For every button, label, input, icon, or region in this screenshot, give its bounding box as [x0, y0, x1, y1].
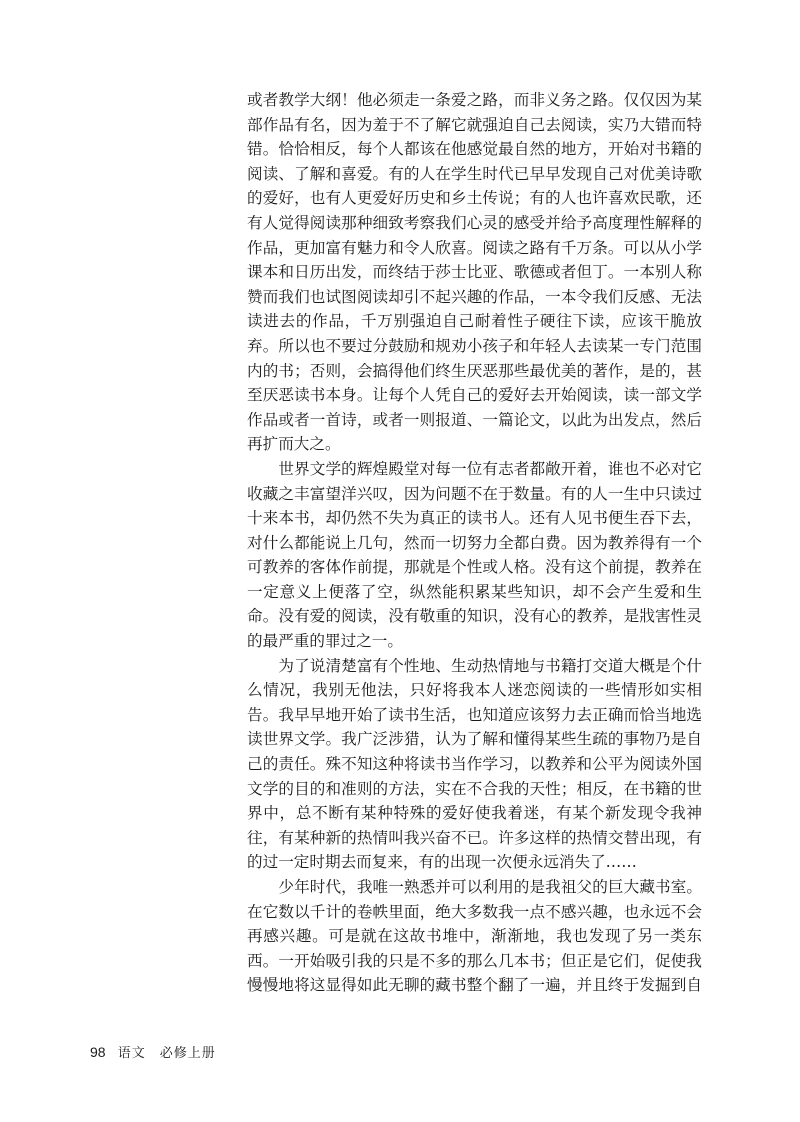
- text-line: 对什么都能说上几句，然而一切努力全都白费。因为教养得有一个: [247, 533, 702, 552]
- text-line: 西。一开始吸引我的只是不多的那么几本书；但正是它们，促使我: [247, 951, 702, 970]
- text-line: 慢慢地将这显得如此无聊的藏书整个翻了一遍，并且终于发掘到自: [247, 976, 702, 995]
- text-line: 有人觉得阅读那种细致考察我们心灵的感受并给予高度理性解释的: [247, 213, 702, 232]
- text-line: 再扩而大之。: [247, 435, 341, 454]
- text-line: 内的书；否则，会搞得他们终生厌恶那些最优美的著作，是的，甚: [247, 361, 702, 380]
- text-line: 收藏之丰富望洋兴叹，因为问题不在于数量。有的人一生中只读过: [247, 484, 702, 503]
- text-line: 阅读、了解和喜爱。有的人在学生时代已早早发现自己对优美诗歌: [247, 164, 702, 183]
- text-line: 的爱好，也有人更爱好历史和乡土传说；有的人也许喜欢民歌，还: [247, 189, 702, 208]
- text-line: 一定意义上便落了空，纵然能积累某些知识，却不会产生爱和生: [247, 582, 702, 601]
- text-line: 赞而我们也试图阅读却引不起兴趣的作品，一本令我们反感、无法: [247, 287, 702, 306]
- text-line: 为了说清楚富有个性地、生动热情地与书籍打交道大概是个什: [247, 656, 702, 675]
- text-line: 往，有某种新的热情叫我兴奋不已。许多这样的热情交替出现，有: [247, 828, 702, 847]
- text-line: 弃。所以也不要过分鼓励和规劝小孩子和年轻人去读某一专门范围: [247, 336, 702, 355]
- text-line: 读世界文学。我广泛涉猎，认为了解和懂得某些生疏的事物乃是自: [247, 730, 702, 749]
- text-line: 部作品有名，因为羞于不了解它就强迫自己去阅读，实乃大错而特: [247, 115, 702, 134]
- text-line: 么情况，我别无他法，只好将我本人迷恋阅读的一些情形如实相: [247, 681, 702, 700]
- text-line: 己的责任。殊不知这种将读书当作学习，以教养和公平为阅读外国: [247, 755, 702, 774]
- text-line: 文学的目的和准则的方法，实在不合我的天性；相反，在书籍的世: [247, 779, 702, 798]
- book-title: 语文 必修上册: [117, 1046, 216, 1061]
- text-line: 告。我早早地开始了读书生活，也知道应该努力去正确而恰当地选: [247, 705, 702, 724]
- text-line: 世界文学的辉煌殿堂对每一位有志者都敞开着，谁也不必对它: [247, 459, 702, 478]
- text-line: 的最严重的罪过之一。: [247, 632, 403, 651]
- text-line: 少年时代，我唯一熟悉并可以利用的是我祖父的巨大藏书室。: [247, 878, 702, 896]
- page-footer: [90, 1042, 216, 1062]
- text-line: 错。恰恰相反，每个人都该在他感觉最自然的地方，开始对书籍的: [247, 140, 702, 159]
- page-number: 98: [90, 1044, 106, 1060]
- text-line: 课本和日历出发，而终结于莎士比亚、歌德或者但丁。一本别人称: [247, 263, 702, 282]
- text-line: 作品，更加富有魅力和令人欣喜。阅读之路有千万条。可以从小学: [247, 238, 702, 257]
- text-line: 至厌恶读书本身。让每个人凭自己的爱好去开始阅读，读一部文学: [247, 386, 702, 405]
- text-line: 可教养的客体作前提，那就是个性或人格。没有这个前提，教养在: [247, 558, 702, 577]
- text-line: 读进去的作品，千万别强迫自己耐着性子硬往下读，应该干脆放: [247, 312, 702, 331]
- text-line: 再感兴趣。可是就在这故书堆中，渐渐地，我也发现了另一类东: [247, 927, 702, 946]
- text-line: 的过一定时期去而复来，有的出现一次便永远消失了……: [247, 853, 637, 872]
- text-line: 命。没有爱的阅读，没有敬重的知识，没有心的教养，是戕害性灵: [247, 607, 702, 626]
- text-line: 作品或者一首诗，或者一则报道、一篇论文，以此为出发点，然后: [247, 410, 702, 429]
- text-line: 在它数以千计的卷帙里面，绝大多数我一点不感兴趣，也永远不会: [247, 902, 702, 921]
- body-text: [247, 88, 702, 998]
- text-line: 或者教学大纲！他必须走一条爱之路，而非义务之路。仅仅因为某: [247, 91, 702, 109]
- text-line: 界中，总不断有某种特殊的爱好使我着迷，有某个新发现令我神: [247, 804, 702, 823]
- text-line: 十来本书，却仍然不失为真正的读书人。还有人见书便生吞下去，: [247, 509, 702, 528]
